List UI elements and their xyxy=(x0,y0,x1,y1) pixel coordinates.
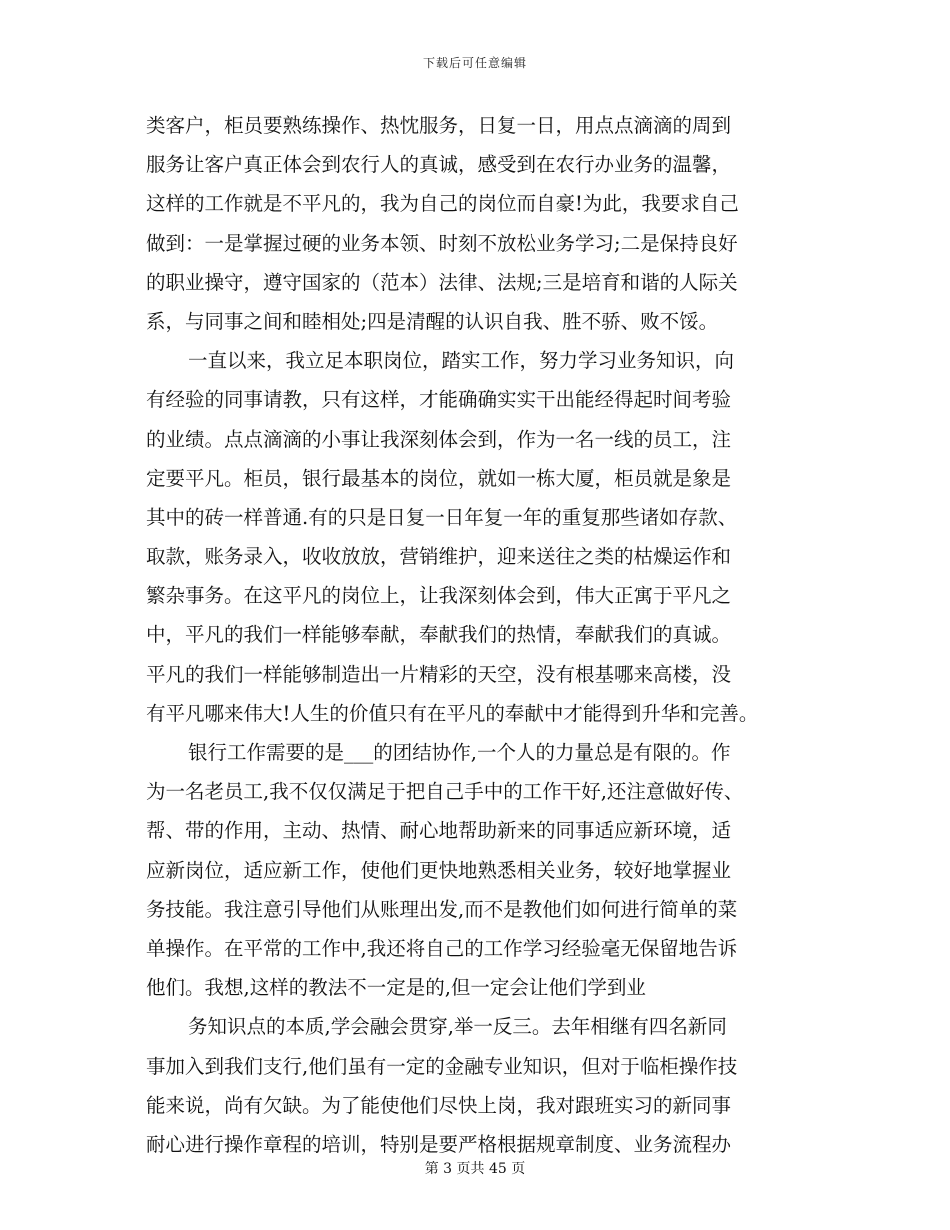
text-line: 为一名老员工,我不仅仅满足于把自己手中的工作干好,还注意做好传、 xyxy=(146,780,744,804)
text-line: 其中的砖一样普通.有的只是日复一日年复一年的重复那些诸如存款、 xyxy=(146,505,738,529)
text-line: 能来说，尚有欠缺。为了能使他们尽快上岗，我对跟班实习的新同事 xyxy=(146,1093,732,1117)
text-line: 的职业操守，遵守国家的（范本）法律、法规;三是培育和谐的人际关 xyxy=(146,270,738,294)
text-line: 一直以来，我立足本职岗位，踏实工作，努力学习业务知识，向 xyxy=(188,349,735,373)
text-line: 类客户，柜员要熟练操作、热忱服务，日复一日，用点点滴滴的周到 xyxy=(146,114,732,137)
text-line: 做到：一是掌握过硬的业务本领、时刻不放松业务学习;二是保持良好 xyxy=(146,231,738,255)
text-line: 银行工作需要的是___的团结协作,一个人的力量总是有限的。作 xyxy=(188,741,731,764)
text-line: 中，平凡的我们一样能够奉献，奉献我们的热情，奉献我们的真诚。 xyxy=(146,623,732,647)
text-line: 有平凡哪来伟大!人生的价值只有在平凡的奉献中才能得到升华和完善。 xyxy=(146,701,759,725)
text-line: 平凡的我们一样能够制造出一片精彩的天空，没有根基哪来高楼，没 xyxy=(146,662,732,686)
text-line: 取款，账务录入，收收放放，营销维护，迎来送往之类的枯燥运作和 xyxy=(146,545,732,569)
text-line: 务知识点的本质,学会融会贯穿,举一反三。去年相继有四名新同 xyxy=(188,1015,727,1039)
page-footer: 第 3 页共 45 页 xyxy=(424,1161,526,1177)
page-header: 下载后可任意编辑 xyxy=(422,56,527,70)
text-line: 的业绩。点点滴滴的小事让我深刻体会到，作为一名一线的员工，注 xyxy=(146,427,732,451)
text-line: 应新岗位，适应新工作，使他们更快地熟悉相关业务，较好地掌握业 xyxy=(146,858,732,882)
text-line: 务技能。我注意引导他们从账理出发,而不是教他们如何进行简单的菜 xyxy=(146,897,738,921)
text-line: 这样的工作就是不平凡的，我为自己的岗位而自豪!为此，我要求自己 xyxy=(146,192,739,216)
text-line: 有经验的同事请教，只有这样，才能确确实实干出能经得起时间考验 xyxy=(146,388,732,412)
document-body xyxy=(146,106,826,1164)
text-line: 服务让客户真正体会到农行人的真诚，感受到在农行办业务的温馨， xyxy=(146,153,732,177)
text-line: 繁杂事务。在这平凡的岗位上，让我深刻体会到，伟大正寓于平凡之 xyxy=(146,584,732,608)
text-line: 耐心进行操作章程的培训，特别是要严格根据规章制度、业务流程办 xyxy=(146,1132,732,1156)
text-line: 帮、带的作用，主动、热情、耐心地帮助新来的同事适应新环境，适 xyxy=(146,819,732,843)
text-line: 定要平凡。柜员，银行最基本的岗位，就如一栋大厦，柜员就是象是 xyxy=(146,466,732,490)
text-line: 他们。我想,这样的教法不一定是的,但一定会让他们学到业 xyxy=(146,976,646,1000)
text-line: 系，与同事之间和睦相处;四是清醒的认识自我、胜不骄、败不馁。 xyxy=(146,309,719,333)
text-line: 事加入到我们支行,他们虽有一定的金融专业知识，但对于临柜操作技 xyxy=(146,1054,738,1078)
text-line: 单操作。在平常的工作中,我还将自己的工作学习经验毫无保留地告诉 xyxy=(146,936,738,960)
